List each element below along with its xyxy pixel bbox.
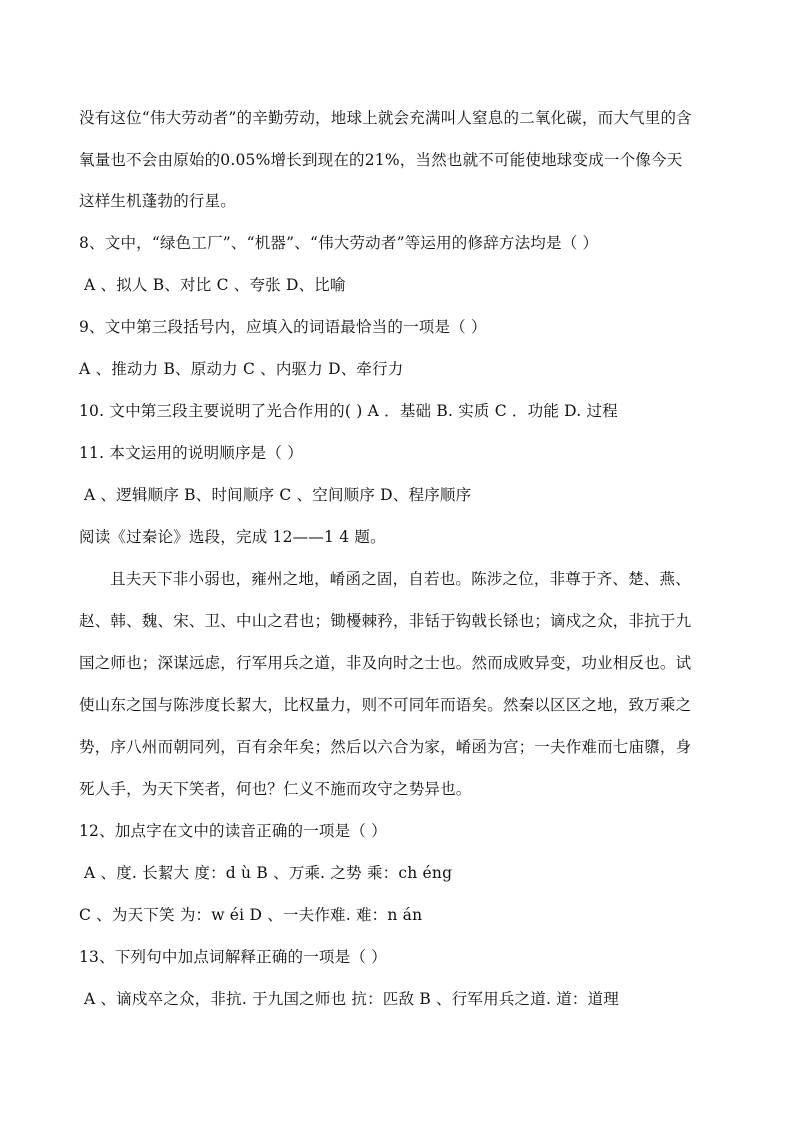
question-10: 10. 文中第三段主要说明了光合作用的( ) A ．基础 B. 实质 C ．功能 D. 过程 <box>79 402 618 420</box>
classical-text-line-1: 且夫天下非小弱也，雍州之地，崤函之固，自若也。陈涉之位，非尊于齐、楚、燕、 <box>110 570 691 588</box>
question-11-options: A 、逻辑顺序 B、时间顺序 C 、空间顺序 D、程序顺序 <box>84 486 472 504</box>
question-12-options-cd: C 、为天下笑 为：w éi D 、一夫作难. 难：n án <box>79 906 423 924</box>
passage-line-1: 没有这位“伟大劳动者”的辛勤劳动，地球上就会充满叫人窒息的二氧化碳，而大气里的含 <box>79 109 692 127</box>
passage-line-2: 氧量也不会由原始的0.05%增长到现在的21%，当然也就不可能使地球变成一个像今天 <box>79 151 683 169</box>
classical-text-line-3: 国之师也；深谋远虑，行军用兵之道，非及向时之士也。然而成败异变，功业相反也。试 <box>79 654 692 672</box>
reading-intro: 阅读《过秦论》选段，完成 12——1 4 题。 <box>79 528 386 546</box>
question-11: 11. 本文运用的说明顺序是（ ） <box>79 444 303 462</box>
question-9: 9、文中第三段括号内，应填入的词语最恰当的一项是（ ） <box>79 318 487 336</box>
question-13-options-ab: A 、谪戍卒之众，非抗. 于九国之师也 抗：匹敌 B 、行军用兵之道. 道：道理 <box>84 990 620 1008</box>
passage-line-3: 这样生机蓬勃的行星。 <box>79 192 237 210</box>
question-12: 12、加点字在文中的读音正确的一项是（ ） <box>79 822 387 840</box>
question-12-options-ab: A 、度. 长絜大 度：d ù B 、万乘. 之势 乘：ch éng <box>84 864 453 882</box>
question-8-options: A 、拟人 B、对比 C 、夸张 D、比喻 <box>84 276 346 294</box>
classical-text-line-4: 使山东之国与陈涉度长絜大，比权量力，则不可同年而语矣。然秦以区区之地，致万乘之 <box>79 696 692 714</box>
classical-text-line-5: 势，序八州而朝同列，百有余年矣；然后以六合为家，崤函为宫；一夫作难而七庙隳，身 <box>79 738 692 756</box>
classical-text-line-6: 死人手，为天下笑者，何也？仁义不施而攻守之势异也。 <box>79 780 472 798</box>
question-9-options: A 、推动力 B、原动力 C 、内驱力 D、牵行力 <box>79 360 404 378</box>
classical-text-line-2: 赵、韩、魏、宋、卫、中山之君也；锄櫌棘矜，非铦于钩戟长铩也；谪戍之众，非抗于九 <box>79 612 692 630</box>
question-13: 13、下列句中加点词解释正确的一项是（ ） <box>79 948 387 966</box>
question-8: 8、文中，“绿色工厂”、“机器”、“伟大劳动者”等运用的修辞方法均是（ ） <box>79 234 599 252</box>
